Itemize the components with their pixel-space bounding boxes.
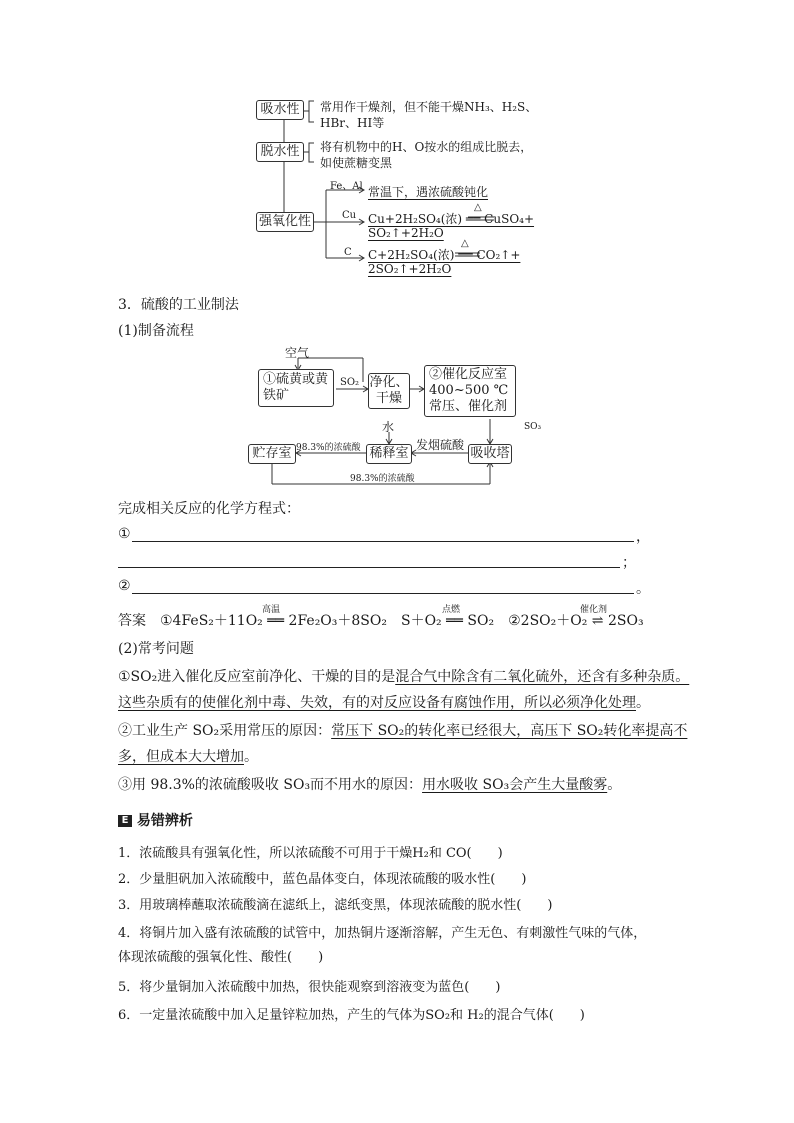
- equation-mark2: ②: [118, 578, 131, 594]
- dehydrate-desc-line1: 将有机物中的H、O按水的组成比脱去，: [320, 140, 533, 154]
- common-q1-line1: [118, 666, 689, 686]
- equation-comma: ，: [636, 529, 650, 545]
- flow-conc2-label: 98.3%的浓硫酸: [350, 474, 415, 484]
- common-title: (2)常考问题: [118, 641, 194, 657]
- answer-label: 答案: [118, 613, 146, 629]
- flow-so3-label: SO₃: [524, 422, 542, 432]
- error-item-3: 3．用玻璃棒蘸取浓硫酸滴在滤纸上，滤纸变黑，体现浓硫酸的脱水性( ): [118, 898, 553, 913]
- common-q1-end: 。: [636, 695, 650, 711]
- equations-prompt: 完成相关反应的化学方程式：: [118, 501, 300, 517]
- section3-sub1: (1)制备流程: [118, 323, 194, 339]
- flow-air: 空气: [285, 346, 310, 360]
- equation-mark1: ①: [118, 526, 131, 542]
- error-item-1: 1．浓硫酸具有强氧化性，所以浓硫酸不可用于干燥H₂和 CO( ): [118, 846, 503, 861]
- c-heat-symbol: △: [461, 238, 469, 249]
- flow-storage: 贮存室: [252, 446, 292, 461]
- common-q3-line: [118, 774, 621, 794]
- errors-header: [118, 810, 193, 830]
- equation-blank1[interactable]: [132, 541, 634, 542]
- common-q1-ans2: 这些杂质有的使催化剂中毒、失效，有的对反应设备有腐蚀作用，所以必须净化处理: [118, 695, 636, 711]
- equation-semicolon: ；: [622, 555, 636, 571]
- dehydrate-desc-line2: 如使蔗糖变黑: [320, 156, 393, 170]
- oxidize-label: 强氧化性: [258, 214, 311, 229]
- absorb-desc-line2: HBr、HI等: [320, 116, 385, 130]
- cond-ignite: 点燃: [442, 605, 461, 615]
- common-q2-line2: [118, 746, 258, 766]
- c-equation-line1: C+2H₂SO₄(浓) ══ CO₂↑+: [368, 248, 521, 262]
- flow-step2-line1: 净化、: [369, 375, 409, 390]
- flow-step3-line1: ②催化反应室: [429, 367, 508, 382]
- fe-al-label: Fe、Al: [330, 181, 363, 192]
- answer-text: ①4FeS₂＋11O₂ ══ 2Fe₂O₃＋8SO₂ S＋O₂ ══ SO₂ ②2SO₂＋O₂ ⇌ 2SO₃: [160, 613, 644, 629]
- flow-step3-box: [424, 365, 516, 417]
- common-q1-line2: [118, 692, 650, 712]
- absorb-desc-line1: 常用作干燥剂，但不能干燥NH₃、H₂S、: [320, 100, 538, 114]
- flow-step3-line3: 常压、催化剂: [429, 399, 508, 414]
- flow-storage-box: [248, 444, 296, 464]
- flow-water-label: 水: [382, 420, 395, 434]
- c-equation-line2: 2SO₂↑+2H₂O: [368, 262, 452, 276]
- absorb-label: 吸水性: [260, 102, 300, 117]
- flow-absorb-tower: 吸收塔: [470, 446, 510, 461]
- flowchart-lines: [0, 0, 794, 500]
- flow-step1-box: [258, 369, 334, 407]
- errors-title: 易错辨析: [136, 813, 193, 829]
- equation-blank3[interactable]: [132, 593, 634, 594]
- flow-step1-line1: ①硫黄或黄: [263, 372, 329, 387]
- equation-period: 。: [636, 581, 650, 597]
- common-q2-ans1: 常压下 SO₂的转化率已经很大，高压下 SO₂转化率提高不: [331, 723, 688, 739]
- common-q3-prefix: ③用 98.3%的浓硫酸吸收 SO₃而不用水的原因：: [118, 777, 423, 793]
- cu-equation-line1: Cu+2H₂SO₄(浓) ══ CuSO₄+: [368, 212, 535, 226]
- cond-high-temp: 高温: [262, 605, 281, 615]
- flow-step1-line2: 铁矿: [263, 388, 290, 403]
- common-q2-ans2: 多，但成本大大增加: [118, 749, 244, 765]
- error-item-2: 2．少量胆矾加入浓硫酸中，蓝色晶体变白，体现浓硫酸的吸水性( ): [118, 872, 527, 887]
- flow-dilute-box: [366, 444, 412, 464]
- error-item-4a: 4．将铜片加入盛有浓硫酸的试管中，加热铜片逐渐溶解，产生无色、有刺激性气味的气体，: [118, 926, 647, 941]
- common-q2-end: 。: [244, 749, 258, 765]
- common-q1-prefix: ①SO₂进入催化反应室前净化、干燥的目的是: [118, 669, 396, 685]
- flow-step2-box: [368, 373, 410, 409]
- equation-blank2[interactable]: [118, 567, 620, 568]
- common-q2-line1: [118, 720, 687, 740]
- c-label: C: [344, 247, 352, 258]
- flow-absorb-tower-box: [468, 444, 512, 464]
- common-q3-end: 。: [607, 777, 622, 793]
- common-q1-ans1: 混合气中除含有二氧化硫外，还含有多种杂质。: [395, 669, 690, 685]
- flow-step3-line2: 400~500 ℃: [429, 383, 509, 398]
- common-q3-ans: 用水吸收 SO₃会产生大量酸雾: [422, 777, 608, 793]
- cu-label: Cu: [342, 210, 357, 221]
- cu-heat-symbol: △: [474, 202, 482, 213]
- cu-equation-line2: SO₂↑+2H₂O: [368, 226, 444, 240]
- error-item-4b: 体现浓硫酸的强氧化性、酸性( ): [118, 950, 324, 965]
- error-item-5: 5．将少量铜加入浓硫酸中加热，很快能观察到溶液变为蓝色( ): [118, 980, 501, 995]
- errors-section-icon: E: [118, 815, 132, 827]
- flow-fuming-label: 发烟硫酸: [416, 438, 465, 452]
- dehydrate-label: 脱水性: [260, 144, 300, 159]
- flow-dilute: 稀释室: [369, 446, 409, 461]
- flow-step2-line2: 干燥: [375, 391, 402, 406]
- section3-title: 3．硫酸的工业制法: [118, 297, 239, 313]
- error-item-6: 6．一定量浓硫酸中加入足量锌粒加热，产生的气体为SO₂和 H₂的混合气体( ): [118, 1008, 585, 1023]
- flow-conc1-label: 98.3%的浓硫酸: [296, 443, 361, 453]
- flow-so2-label: SO₂: [340, 377, 360, 388]
- cond-catalyst: 催化剂: [580, 605, 608, 615]
- fe-al-text: 常温下，遇浓硫酸钝化: [368, 185, 489, 199]
- common-q2-prefix: ②工业生产 SO₂采用常压的原因：: [118, 723, 332, 739]
